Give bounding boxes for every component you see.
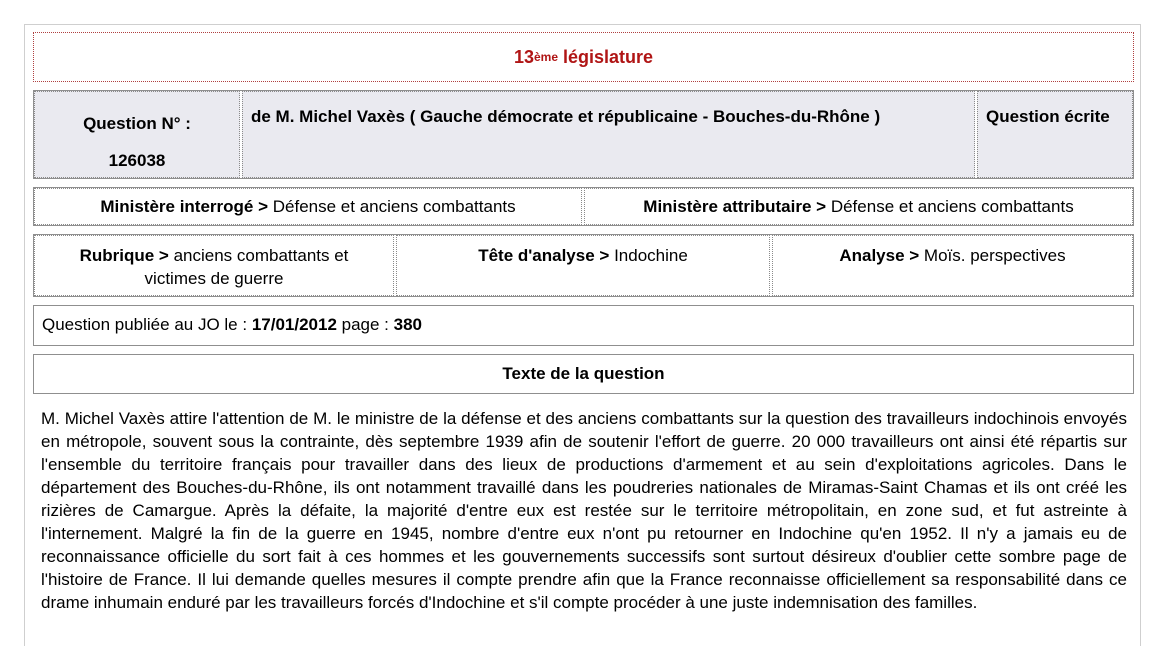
question-author-cell <box>242 91 975 178</box>
analyse-label: Analyse > <box>839 246 920 265</box>
rubrique-label: Rubrique > <box>79 246 169 265</box>
publication-row <box>33 305 1134 346</box>
ministere-attributaire-value: Défense et anciens combattants <box>830 197 1074 216</box>
tete-analyse-label: Tête d'analyse > <box>478 246 610 265</box>
question-number-label: Question N° : <box>83 114 191 133</box>
texte-heading-box <box>33 354 1134 394</box>
question-type: Question écrite <box>986 107 1110 126</box>
analyse-value: Moïs. perspectives <box>923 246 1066 265</box>
ministere-attributaire-label: Ministère attributaire > <box>643 197 827 216</box>
publication-prefix: Question publiée au JO le : <box>42 315 248 334</box>
legislature-word: législature <box>563 46 654 67</box>
publication-page: 380 <box>393 315 423 334</box>
question-author: de M. Michel Vaxès ( Gauche démocrate et républicaine - Bouches-du-Rhône ) <box>251 107 881 126</box>
question-type-cell <box>977 91 1133 178</box>
question-number: 126038 <box>108 151 166 170</box>
question-body-text: M. Michel Vaxès attire l'attention de M. le ministre de la défense et des anciens combattants sur la question des travailleurs indochinois envoyés en métropole, souvent sous la contrainte, dès septembre 1939 afin de soutenir l'effort de guerre. 20 000 travailleurs ont ainsi été répartis sur l'ensemble du territoire français pour travailler dans des lieux de productions d'armement et au sein d'exploitations agricoles. Dans le département des Bouches-du-Rhône, ils ont notamment travaillé dans les poudreries nationales de Miramas-Saint Chamas et ils ont créé les rizières de Camargue. Après la défaite, la majorité d'entre eux est restée sur le territoire métropolitain, en zone sud, et fut astreinte à l'internement. Malgré la fin de la guerre en 1945, nombre d'entre eux n'ont pu retourner en Indochine qu'en 1952. Il n'y a jamais eu de reconnaissance officielle du sort fait à ces hommes et les gouvernements successifs sont surtout désireux d'oublier cette sombre page de l'histoire de France. Il lui demande quelles mesures il compte prendre afin que la France reconnaisse officiellement sa responsabilité dans ce drame inhumain enduré par les travailleurs forcés d'Indochine et s'il compte procéder à une juste indemnisation des familles. <box>41 409 1127 612</box>
tete-analyse-cell <box>396 235 770 296</box>
legislature-suffix: ème <box>533 50 558 64</box>
legislature-title <box>34 33 1133 81</box>
rubrique-cell <box>34 235 394 296</box>
ministere-interroge-label: Ministère interrogé > <box>100 197 269 216</box>
rubrique-value-line2: victimes de guerre <box>144 269 284 288</box>
publication-date: 17/01/2012 <box>251 315 337 334</box>
analyse-cell <box>772 235 1133 296</box>
tete-analyse-value: Indochine <box>614 246 688 265</box>
ministere-attributaire-cell <box>584 188 1133 225</box>
question-number-cell <box>34 91 240 178</box>
rubrique-value-line1: anciens combattants et <box>173 246 349 265</box>
ministere-interroge-cell <box>34 188 582 225</box>
publication-page-label: page : <box>341 315 389 334</box>
legislature-number: 13 <box>513 46 534 67</box>
texte-heading: Texte de la question <box>502 364 665 383</box>
ministere-interroge-value: Défense et anciens combattants <box>272 197 516 216</box>
